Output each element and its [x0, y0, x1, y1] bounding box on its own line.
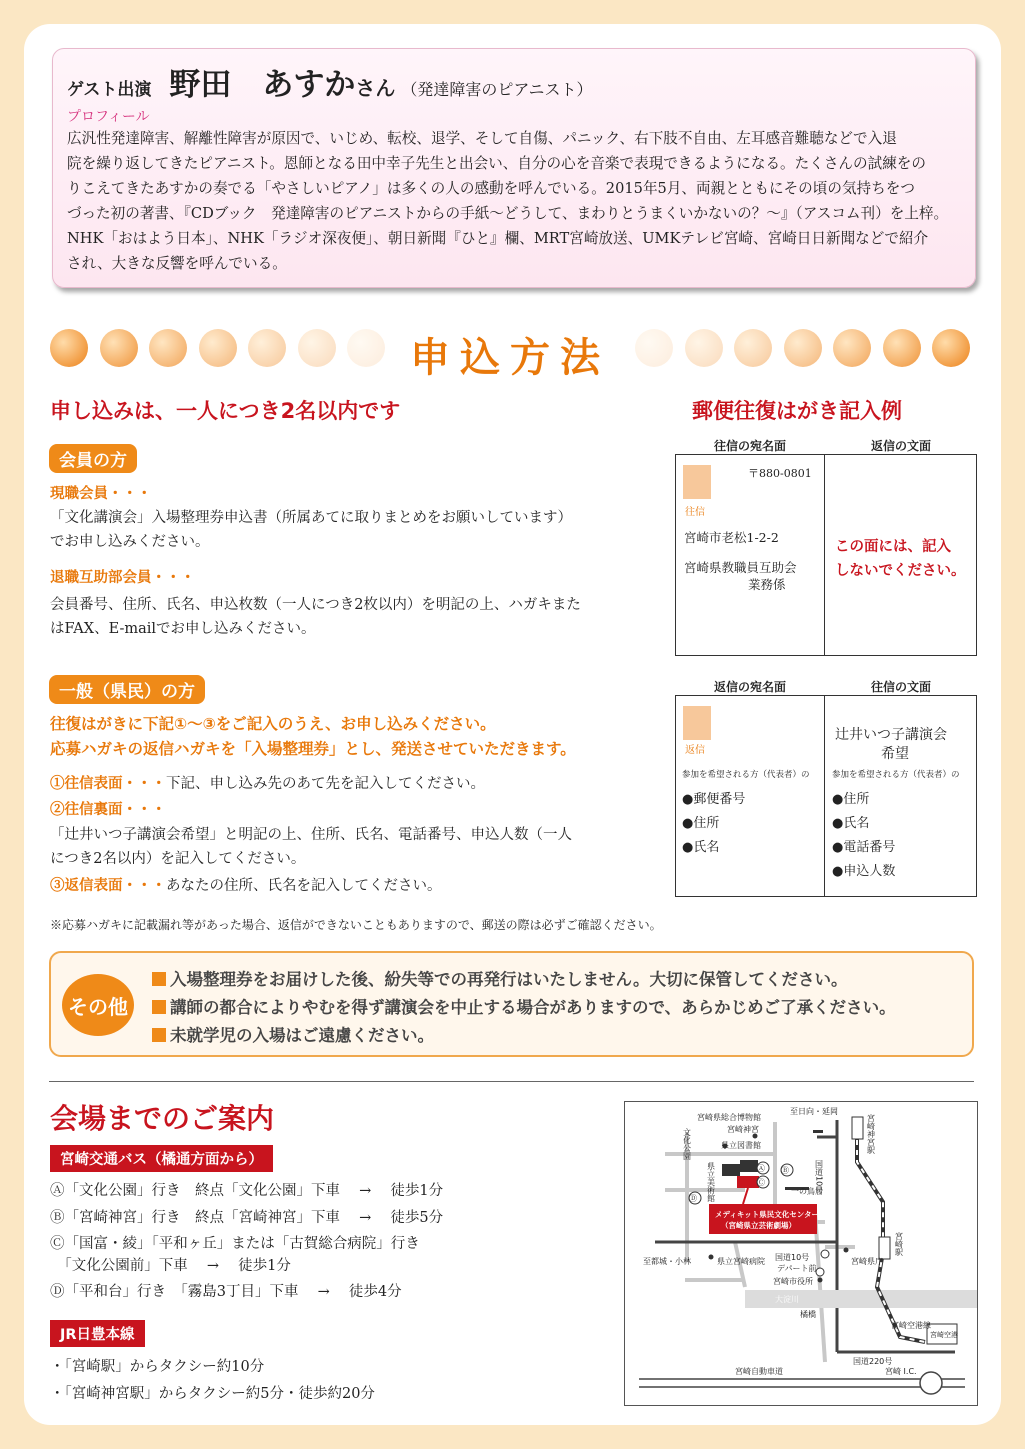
message-note: 参加を希望される方（代表者）の	[832, 770, 960, 780]
item2-line: につき2名以内）を記入してください。	[50, 851, 306, 867]
map-label: 宮崎神宮駅	[866, 1114, 876, 1154]
message-title: 希望	[881, 746, 909, 762]
bus-line: Ⓓ「平和台」行き 「霧島3丁目」下車 → 徒歩4分	[50, 1284, 402, 1300]
venue-title: 会場までのご案内	[50, 1102, 275, 1135]
library-building	[740, 1160, 758, 1172]
guest-prefix: ゲスト出演	[67, 80, 152, 100]
square-bullet-icon	[152, 1000, 166, 1014]
reply-item: ●郵便番号	[682, 792, 746, 807]
item1-text: 下記、申し込み先のあて先を記入してください。	[166, 776, 485, 792]
stamp-label: 返信	[685, 745, 705, 756]
message-item: ●住所	[832, 792, 870, 807]
item2-label: ②往信裏面・・・	[50, 801, 166, 818]
other-item-text: 入場整理券をお届けした後、紛失等での再発行はいたしません。大切に保管してください。	[170, 970, 848, 989]
jr-line: ・「宮崎駅」からタクシー約10分	[50, 1359, 265, 1375]
department: 業務係	[748, 577, 786, 592]
decorative-dot	[734, 329, 772, 367]
decorative-dot	[784, 329, 822, 367]
miyazaki-station-box	[879, 1237, 890, 1259]
members-label: 会員の方	[49, 444, 137, 473]
current-member-line: でお申し込みください。	[50, 534, 210, 550]
map-label: 宮崎県庁	[851, 1257, 883, 1266]
jr-label: JR日豊本線	[50, 1320, 145, 1347]
postcard-title: 郵便往復はがき記入例	[692, 399, 902, 423]
application-heading: 申込方法	[410, 335, 610, 381]
decorative-dot	[833, 329, 871, 367]
guest-note: （発達障害のピアニスト）	[401, 80, 593, 99]
museum-building	[722, 1164, 740, 1176]
profile-line: 院を繰り返してきたピアニスト。恩師となる田中幸子先生と出会い、自分の心を音楽で表現できるようになる。たくさんの試練をの	[67, 155, 926, 172]
item3-text: あなたの住所、氏名を記入してください。	[166, 878, 442, 894]
decorative-dot	[883, 329, 921, 367]
reply-item: ●住所	[682, 816, 720, 831]
decorative-dot	[149, 329, 187, 367]
ic-marker	[920, 1372, 942, 1394]
map-marker: Ⓓ	[689, 1194, 697, 1203]
map-label: メディキット県民文化センター	[715, 1210, 819, 1219]
card-header: 往信の宛名面	[713, 439, 786, 453]
map-marker: Ⓑ	[781, 1166, 789, 1175]
stamp-label: 往信	[685, 507, 705, 518]
other-item	[152, 994, 896, 1018]
notice-line: しないでください。	[835, 563, 966, 579]
card-header: 往信の文面	[870, 680, 931, 694]
map-label: 宮崎空港線	[891, 1321, 931, 1330]
map-marker: Ⓒ	[757, 1178, 765, 1187]
reply-note: 参加を希望される方（代表者）の	[682, 770, 810, 780]
other-item	[152, 966, 848, 990]
map-label: （宮崎県立芸術劇場）	[721, 1221, 796, 1230]
item2-line: 「辻井いつ子講演会希望」と明記の上、住所、氏名、電話番号、申込人数（一人	[50, 827, 572, 843]
bus-line: 「文化公園前」下車 → 徒歩1分	[50, 1258, 291, 1274]
card-header: 返信の宛名面	[713, 680, 786, 694]
profile-line: NHK「おはよう日本」、NHK「ラジオ深夜便」、朝日新聞『ひと』欄、MRT宮崎放送、UMKテレビ宮崎、宮崎日日新聞などで紹介	[67, 230, 929, 247]
general-lead-line: 応募ハガキの返信ハガキを「入場整理券」とし、発送させていただきます。	[50, 740, 576, 758]
map-label: 宮崎県総合博物館	[697, 1113, 761, 1122]
retired-member-line: はFAX、E-mailでお申し込みください。	[50, 621, 316, 637]
map-label: 宮崎神宮	[727, 1125, 759, 1134]
general-lead-line: 往復はがきに下記①～③をご記入のうえ、お申し込みください。	[50, 715, 496, 733]
profile-line: りこえてきたあすかの奏でる「やさしいピアノ」は多くの人の感動を呼んでいる。2015年5月、両親とともにその頃の気持ちをつ	[67, 180, 915, 197]
postcard-outgoing-message	[824, 695, 977, 897]
map-drawing	[625, 1102, 977, 1405]
decorative-dot	[100, 329, 138, 367]
card-header: 返信の文面	[870, 439, 931, 453]
general-item-3	[50, 874, 442, 898]
map-label: 橘橋	[800, 1310, 816, 1319]
map-label: 県立宮崎病院	[717, 1257, 765, 1266]
map-label: 文化公園	[682, 1128, 692, 1160]
guest-heading	[67, 59, 961, 104]
message-title: 辻井いつ子講演会	[835, 727, 947, 743]
profile-line: づった初の著書、『CDブック 発達障害のピアニストからの手紙～どうして、まわりとうまくいかないの？～』（アスコム刊）を上梓。	[67, 205, 949, 222]
bus-line: Ⓒ「国富・綾」「平和ヶ丘」または「古賀総合病院」行き	[50, 1236, 420, 1252]
notice-line: この面には、記入	[835, 539, 951, 555]
retired-member-line: 会員番号、住所、氏名、申込枚数（一人につき2枚以内）を明記の上、ハガキまた	[50, 597, 581, 613]
map-label: 国道220号	[853, 1357, 893, 1366]
map-label: 県立美術館	[706, 1162, 716, 1202]
bus-line: Ⓑ「宮崎神宮」行き 終点「宮崎神宮」下車 → 徒歩5分	[50, 1210, 444, 1226]
square-bullet-icon	[152, 1028, 166, 1042]
current-member-label: 現職会員・・・	[50, 485, 152, 502]
message-item: ●氏名	[832, 816, 870, 831]
bus-line: Ⓐ「文化公園」行き 終点「文化公園」下車 → 徒歩1分	[50, 1183, 444, 1199]
decorative-dot	[50, 329, 88, 367]
other-item	[152, 1022, 434, 1046]
guest-name: 野田 あすか	[169, 67, 356, 103]
decorative-dots-right	[635, 329, 975, 371]
map-label: 一の鳥居	[791, 1187, 823, 1196]
jingu-station-box	[852, 1117, 863, 1139]
venue-map	[624, 1101, 978, 1406]
message-item: ●申込人数	[832, 864, 896, 879]
map-label: 宮崎空港	[930, 1331, 958, 1339]
decorative-dot	[685, 329, 723, 367]
map-label: 宮崎市役所	[773, 1277, 813, 1286]
square-bullet-icon	[152, 972, 166, 986]
map-label: 宮崎自動車道	[735, 1367, 783, 1376]
decorative-dot	[199, 329, 237, 367]
item1-label: ①往信表面・・・	[50, 775, 166, 792]
decorative-dot	[298, 329, 336, 367]
decorative-dot	[347, 329, 385, 367]
address: 宮崎市老松1-2-2	[684, 530, 779, 545]
map-label: 大淀川	[775, 1295, 799, 1304]
bus-label: 宮崎交通バス（橘通方面から）	[50, 1145, 273, 1172]
general-item-1	[50, 772, 485, 796]
map-label: デパート前	[777, 1264, 817, 1273]
stamp-icon	[683, 706, 711, 740]
organization: 宮崎県教職員互助会	[684, 560, 797, 575]
postcard-reply-message	[824, 454, 977, 656]
decorative-dots-left	[50, 329, 390, 371]
decorative-dot	[932, 329, 970, 367]
decorative-dot	[248, 329, 286, 367]
stamp-icon	[683, 465, 711, 499]
profile-text	[67, 126, 961, 276]
map-label: 宮崎 I.C.	[885, 1367, 917, 1376]
zip-code: 〒880-0801	[748, 467, 812, 480]
message-item: ●電話番号	[832, 840, 896, 855]
decorative-dot	[635, 329, 673, 367]
current-member-line: 「文化講演会」入場整理券申込書（所属あてに取りまとめをお願いしています）	[50, 510, 572, 526]
other-label: その他	[62, 974, 134, 1036]
guest-honorific: さん	[355, 76, 396, 100]
guest-profile-box	[52, 48, 976, 288]
other-item-text: 未就学児の入場はご遠慮ください。	[170, 1026, 434, 1045]
jr-line: ・「宮崎神宮駅」からタクシー約5分・徒歩約20分	[50, 1386, 375, 1402]
postcard-outgoing-address	[675, 454, 825, 656]
map-label: 宮崎駅	[894, 1232, 904, 1256]
map-label: 至日向・延岡	[790, 1107, 838, 1116]
reply-item: ●氏名	[682, 840, 720, 855]
postcard-reply-address	[675, 695, 825, 897]
section-divider	[49, 1081, 974, 1082]
general-label: 一般（県民）の方	[49, 675, 205, 704]
other-item-text: 講師の都合によりやむを得ず講演会を中止する場合がありますので、あらかじめご了承ください。	[170, 998, 896, 1017]
application-limit: 申し込みは、一人につき2名以内です	[50, 399, 401, 423]
profile-label: プロフィール	[67, 109, 150, 125]
map-label: 県立図書館	[721, 1141, 761, 1150]
map-label: 至都城・小林	[643, 1257, 691, 1266]
map-label: 国道10号	[775, 1253, 810, 1262]
map-label: 国道10号	[814, 1160, 824, 1195]
map-marker: Ⓐ	[757, 1164, 765, 1173]
retired-member-label: 退職互助部会員・・・	[50, 569, 195, 586]
profile-line: され、大きな反響を呼んでいる。	[67, 255, 287, 272]
item3-label: ③返信表面・・・	[50, 877, 166, 894]
profile-line: 広汎性発達障害、解離性障害が原因で、いじめ、転校、退学、そして自傷、パニック、右下肢不自由、左耳感音難聴などで入退	[67, 130, 897, 147]
venue-building	[737, 1176, 759, 1188]
footnote: ※応募ハガキに記載漏れ等があった場合、返信ができないこともありますので、郵送の際は必ずご確認ください。	[50, 918, 662, 932]
